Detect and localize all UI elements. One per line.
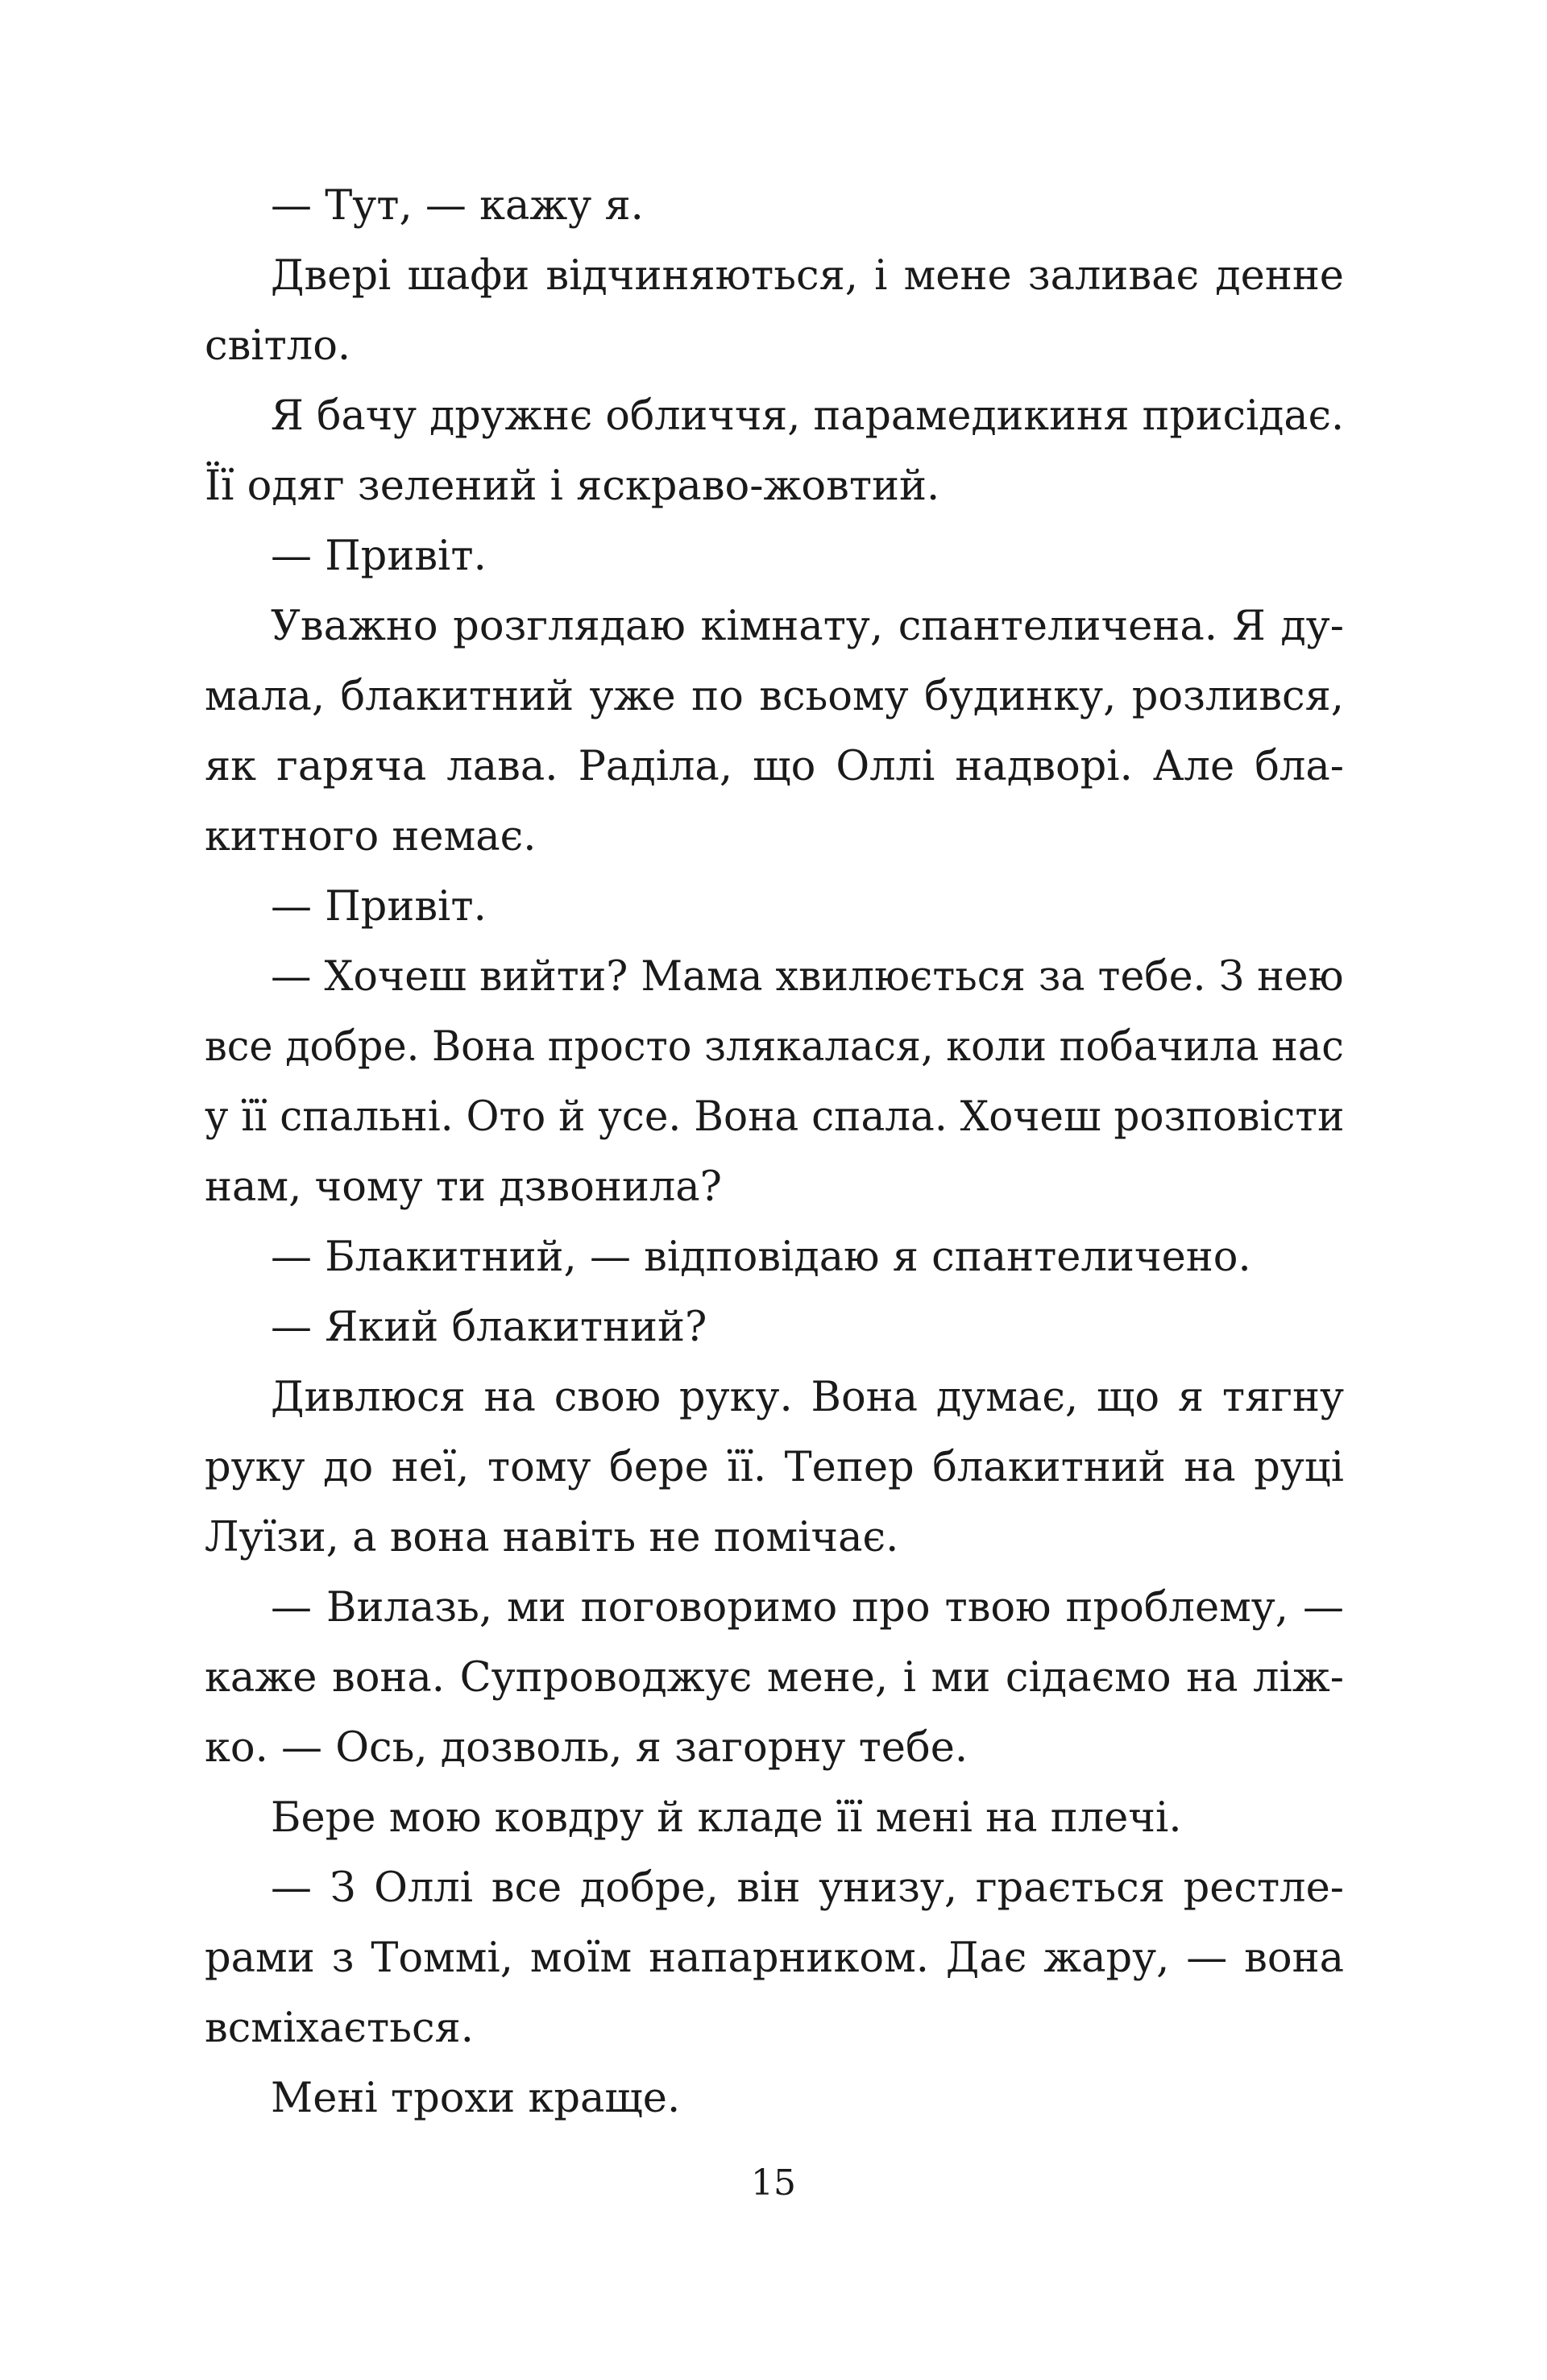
text-line: нам, чому ти дзвонила? <box>205 1163 722 1211</box>
text-line: — Привіт. <box>271 883 487 931</box>
text-line: каже вона. Супроводжує мене, і ми сідаємо на ліж- <box>205 1654 1344 1702</box>
text-line: китного немає. <box>205 813 537 860</box>
text-line: руку до неї, тому бере її. Тепер блакитний на руці <box>205 1444 1344 1491</box>
text-line: Луїзи, а вона навіть не помічає. <box>205 1514 899 1561</box>
text-line: — Хочеш вийти? Мама хвилюється за тебе. З нею <box>271 953 1344 1001</box>
text-line: Мені трохи краще. <box>271 2075 681 2122</box>
text-line: — З Оллі все добре, він унизу, грається рестле- <box>271 1864 1344 1912</box>
text-line: — Блакитний, — відповідаю я спантеличено. <box>271 1234 1251 1281</box>
text-line: Я бачу дружнє обличчя, парамедикиня присідає. <box>271 392 1345 440</box>
text-line: Її одяг зелений і яскраво-жовтий. <box>205 462 940 510</box>
text-line: — Вилазь, ми поговоримо про твою проблему, — <box>271 1584 1344 1632</box>
text-line: — Який блакитний? <box>271 1304 707 1351</box>
text-line: — Привіт. <box>271 533 487 580</box>
text-line: рами з Томмі, моїм напарником. Дає жару, — вона <box>205 1934 1344 1982</box>
text-line: у її спальні. Ото й усе. Вона спала. Хочеш розповісти <box>205 1093 1345 1141</box>
text-line: все добре. Вона просто злякалася, коли побачила нас <box>205 1023 1344 1071</box>
text-line: — Тут, — кажу я. <box>271 182 644 230</box>
text-line: Бере мою ковдру й кладе її мені на плечі. <box>271 1794 1182 1842</box>
text-line: мала, блакитний уже по всьому будинку, розлився, <box>205 673 1344 720</box>
text-line: Уважно розглядаю кімнату, спантеличена. Я ду- <box>271 603 1344 650</box>
text-line: ко. — Ось, дозволь, я загорну тебе. <box>205 1724 968 1772</box>
text-line: Дивлюся на свою руку. Вона думає, що я тягну <box>271 1374 1344 1421</box>
text-line: світло. <box>205 322 351 370</box>
page-number: 15 <box>751 2162 796 2204</box>
text-line: всміхається. <box>205 2005 474 2052</box>
text-line: Двері шафи відчиняються, і мене заливає денне <box>271 252 1344 300</box>
text-line: як гаряча лава. Раділа, що Оллі надворі. Але бла- <box>205 743 1344 790</box>
